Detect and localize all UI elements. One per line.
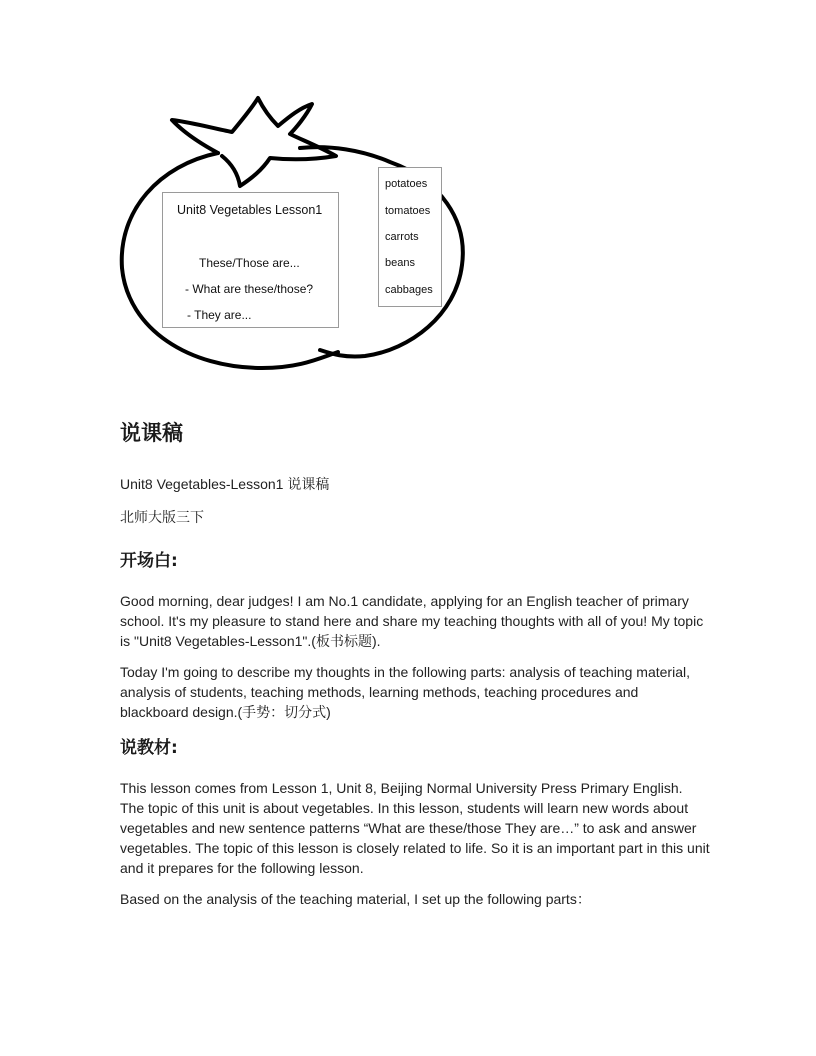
word-item: potatoes xyxy=(385,178,428,190)
blackboard-title: Unit8 Vegetables Lesson1 xyxy=(177,203,323,217)
blackboard-pattern-1: These/Those are... xyxy=(199,256,300,270)
blackboard-pattern-2: - What are these/those? xyxy=(185,282,314,296)
document-subtitle: Unit8 Vegetables-Lesson1 说课稿 xyxy=(120,476,330,492)
document-body xyxy=(120,418,710,920)
section-heading-material: 说教材: xyxy=(120,738,178,758)
page-title: 说课稿 xyxy=(120,421,183,445)
material-paragraph-2: Based on the analysis of the teaching material, I set up the following parts： xyxy=(120,891,591,907)
opening-paragraph-1: Good morning, dear judges! I am No.1 candidate, applying for an English teacher of primary school. It's my pleasure to stand here and share my teaching thoughts with all of you! My topic is "Unit8 Vegetables-Lesson1".(板书标题). xyxy=(120,593,704,649)
opening-paragraph-2: Today I'm going to describe my thoughts in the following parts: analysis of teaching material, analysis of students, teaching methods, learning methods, teaching procedures and blackboard design.(手势：切分式) xyxy=(120,664,690,720)
blackboard-pattern-3: - They are... xyxy=(187,308,252,322)
blackboard-main-panel xyxy=(162,192,339,328)
word-item: beans xyxy=(385,257,415,269)
section-heading-opening: 开场白: xyxy=(120,551,178,571)
document-edition: 北师大版三下 xyxy=(120,509,204,525)
tomato-stem xyxy=(172,98,336,186)
word-item: tomatoes xyxy=(385,205,431,217)
blackboard-word-panel xyxy=(378,167,442,307)
word-item: carrots xyxy=(385,231,419,243)
material-paragraph-1: This lesson comes from Lesson 1, Unit 8, Beijing Normal University Press Primary English. The topic of this unit is about vegetables. In this lesson, students will learn new words about vegetables and new sentence patterns “What are these/those They are…” to ask and answer vegetables. The topic of this lesson is closely related to life. So it is an important part in this unit and it prepares for the following lesson. xyxy=(120,780,710,876)
word-item: cabbages xyxy=(385,284,433,296)
